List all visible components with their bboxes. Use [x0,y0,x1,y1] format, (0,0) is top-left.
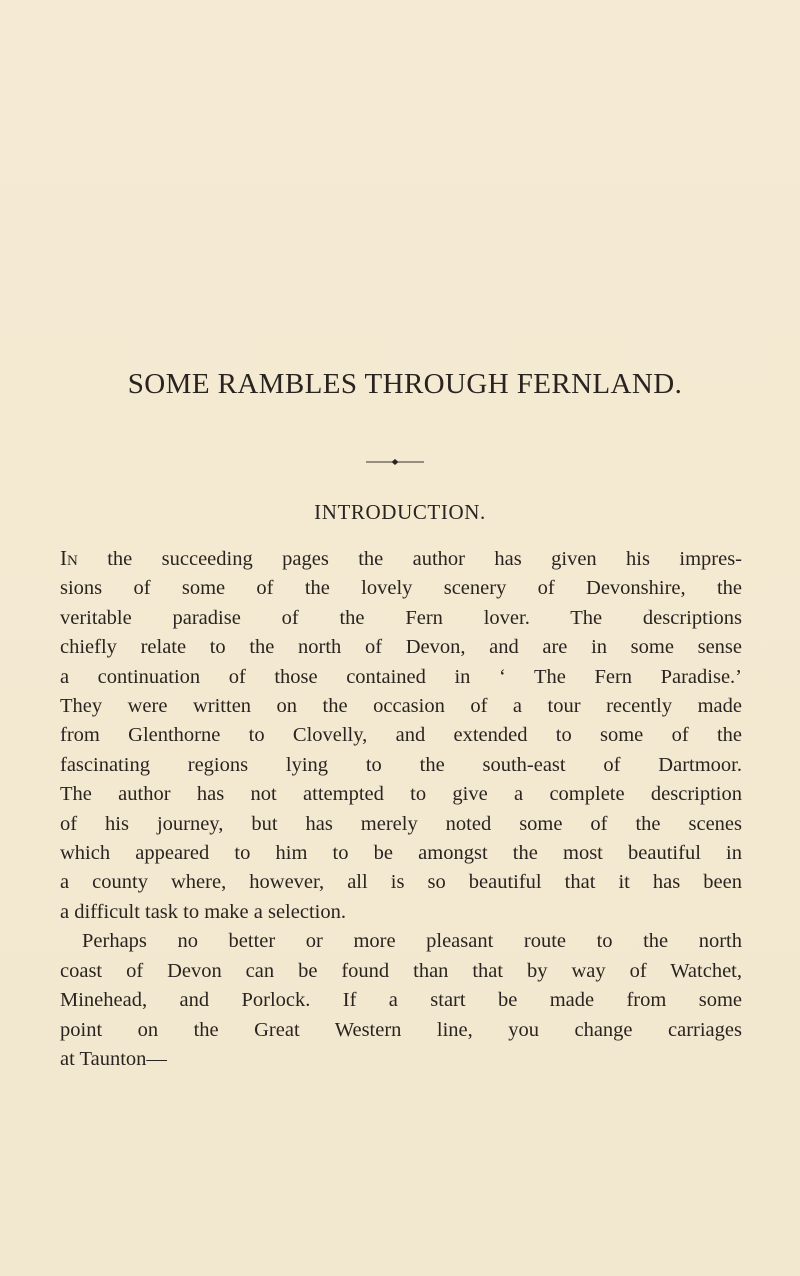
rule-diamond-icon [366,459,424,465]
paragraph-2 [60,927,742,1074]
text-line: In the succeeding pages the author has given his impres- [60,546,742,570]
text-line: at Taunton— [60,1047,167,1070]
text-line: from Glenthorne to Clovelly, and extended to some of the [60,724,742,747]
drop-lead-word: In [60,546,78,570]
text-line: veritable paradise of the Fern lover. The descriptions [60,606,742,629]
text-line: fascinating regions lying to the south-east of Dartmoor. [60,753,742,776]
text-line: They were written on the occasion of a tour recently made [60,695,742,718]
text-line: coast of Devon can be found than that by way of Watchet, [60,959,742,982]
text-line: of his journey, but has merely noted some of the scenes [60,812,742,835]
text-line: chiefly relate to the north of Devon, and are in some sense [60,636,742,659]
text-line: point on the Great Western line, you change carriages [60,1018,742,1041]
text-line: a continuation of those contained in ‘ The Fern Paradise.’ [60,665,742,688]
text-line: sions of some of the lovely scenery of Devonshire, the [60,577,742,600]
text-line: Perhaps no better or more pleasant route to the north [82,930,742,953]
body-text [60,544,742,1074]
text-line: Minehead, and Porlock. If a start be made from some [60,989,742,1012]
text-line: which appeared to him to be amongst the most beautiful in [60,842,742,865]
text-line: a difficult task to make a selection. [60,900,346,923]
text-line: a county where, however, all is so beautiful that it has been [60,871,742,894]
paragraph-1 [60,544,742,927]
section-title: INTRODUCTION. [314,500,486,524]
book-title: SOME RAMBLES THROUGH FERNLAND. [127,368,683,400]
text-line: The author has not attempted to give a complete description [60,783,742,806]
